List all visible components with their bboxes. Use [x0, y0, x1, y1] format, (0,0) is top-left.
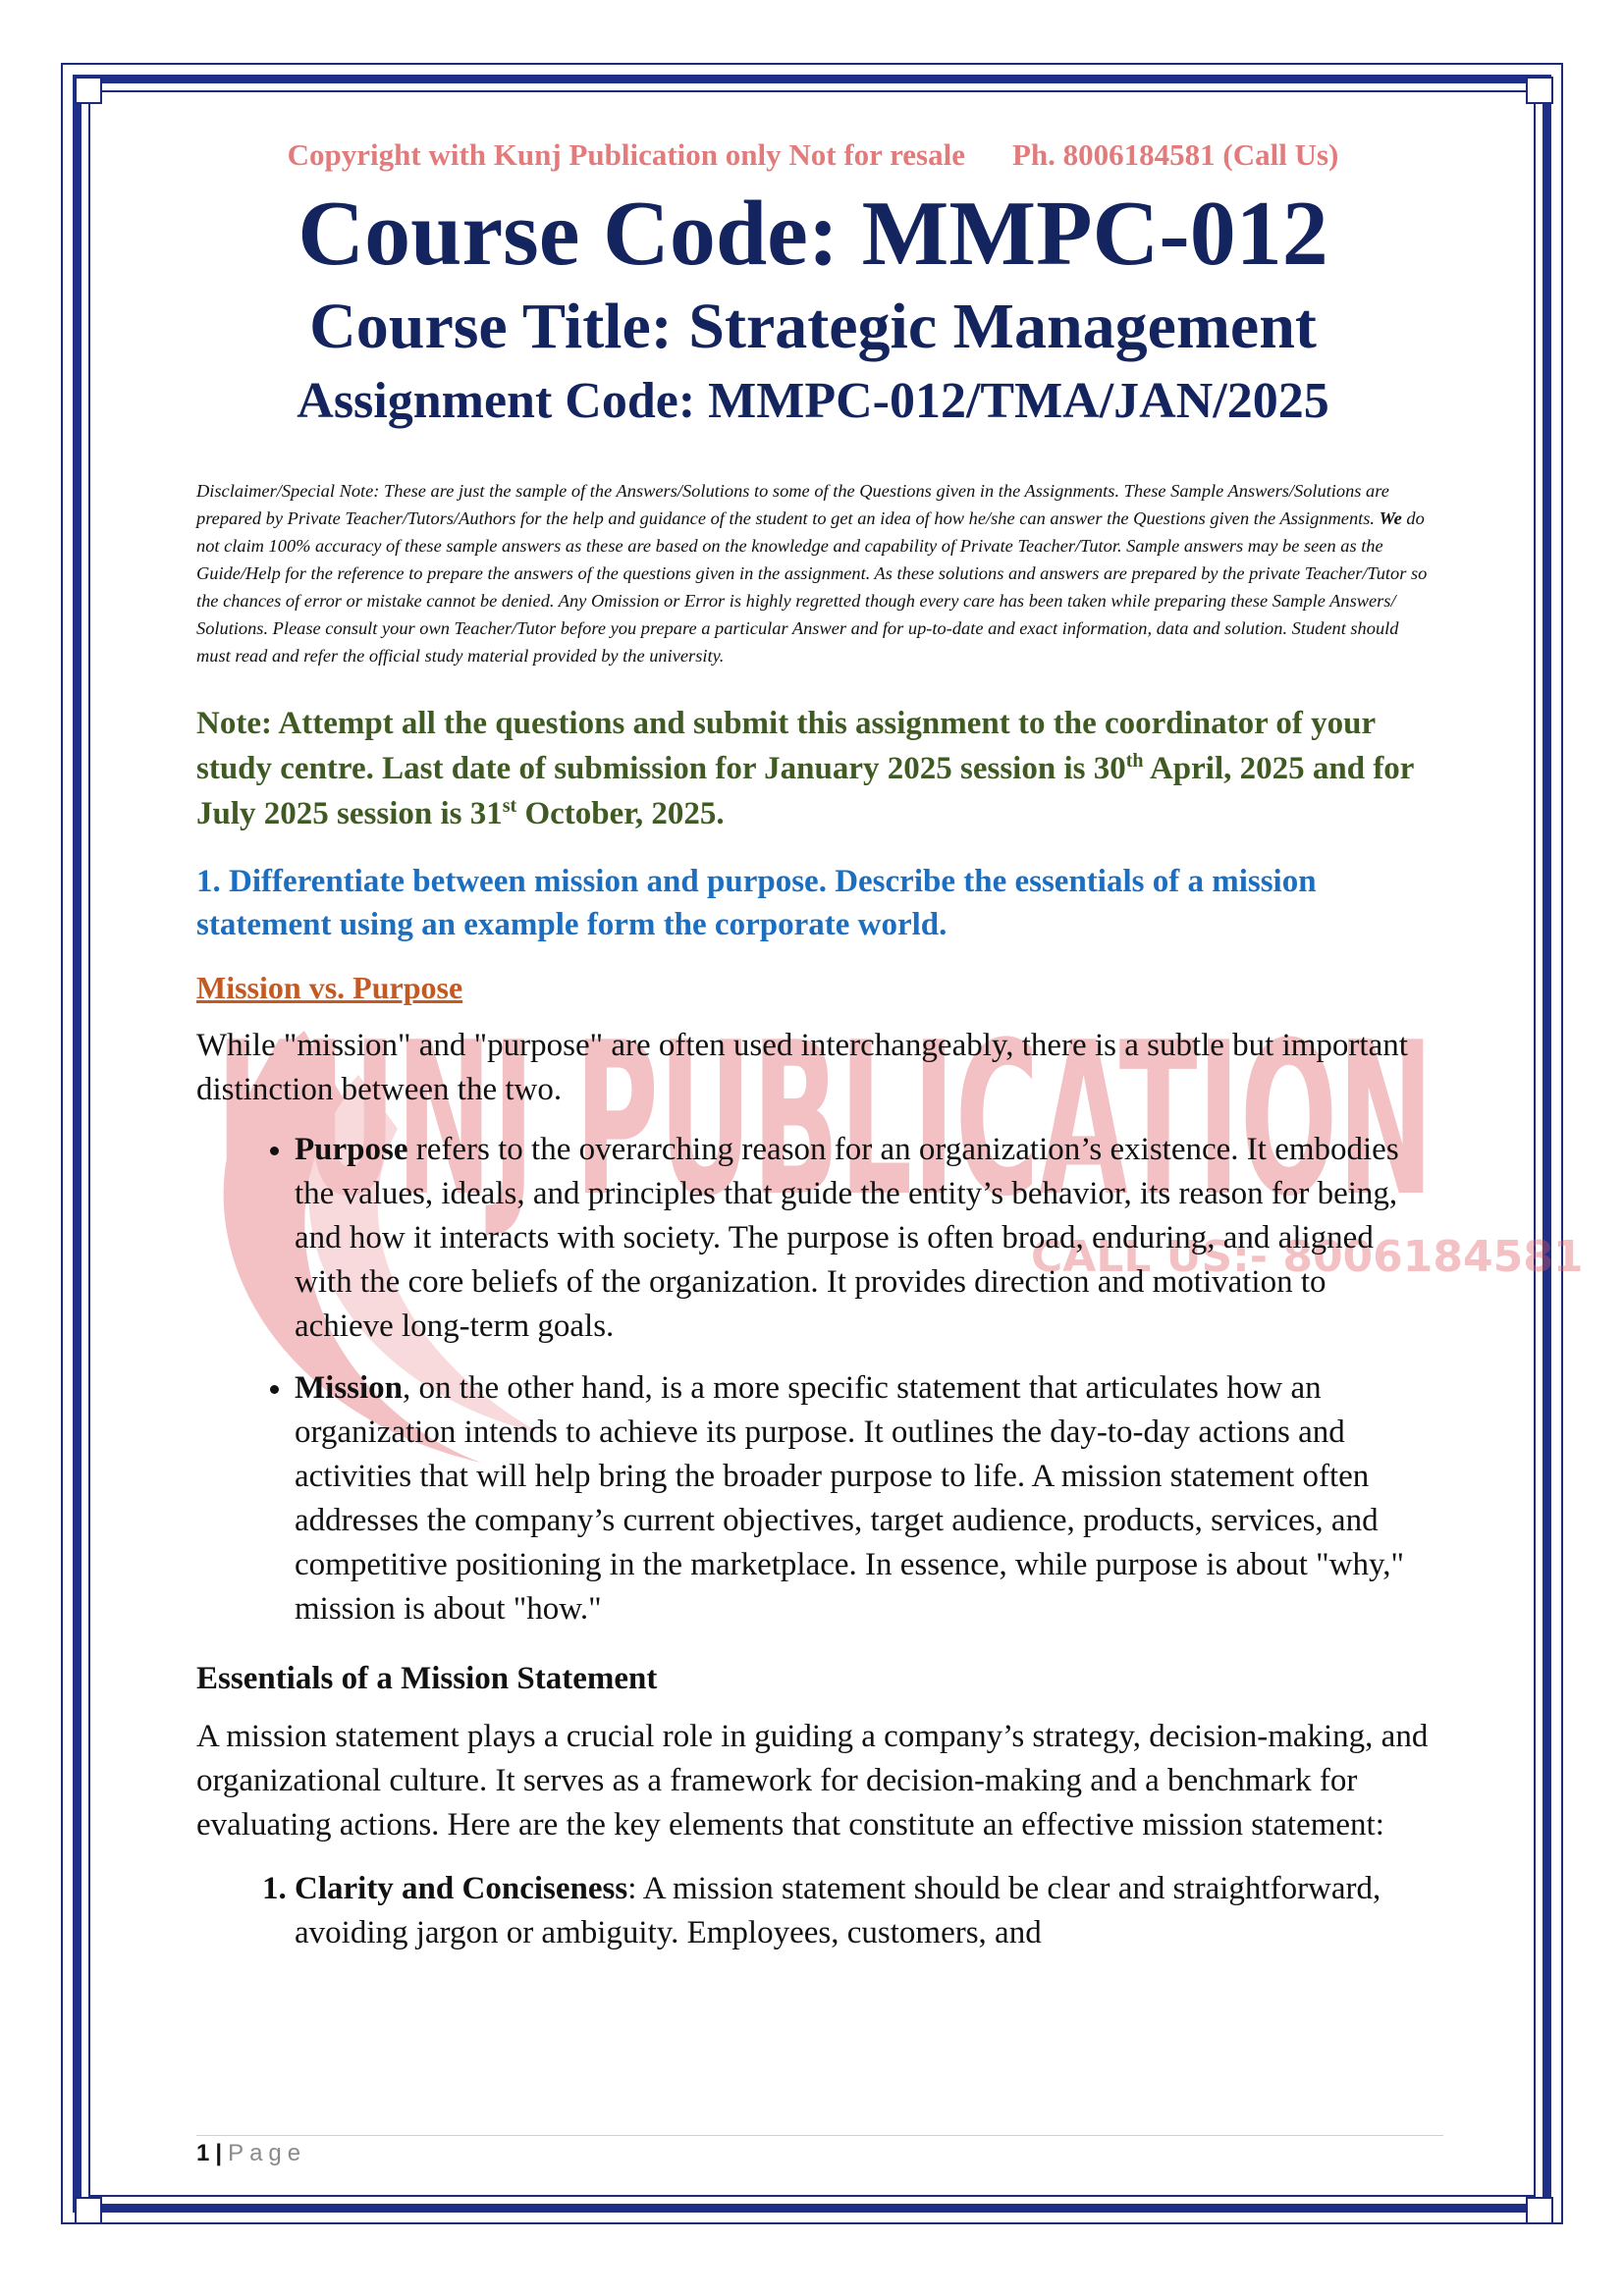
- note-text-3: October, 2025.: [516, 796, 725, 832]
- page-footer: [196, 2140, 306, 2167]
- disclaimer-text-start: Disclaimer/Special Note: These are just the sample of the Answers/Solutions to some of the Questions given in the Assignments. These Sample Answers/Solutions are prepared by Private Teacher/Tutors/Authors for the help and guidance of the student to get an idea of how he/she can answer the Questions given the Assignments.: [196, 481, 1389, 529]
- copyright-line: [196, 137, 1430, 173]
- term-clarity: Clarity and Conciseness: [295, 1871, 628, 1907]
- mission-vs-purpose-heading: Mission vs. Purpose: [196, 970, 463, 1006]
- mission-vs-purpose-intro: While "mission" and "purpose" are often used interchangeably, there is a subtle but important distinction between the two.: [196, 1028, 1408, 1108]
- course-code-heading: Course Code: MMPC-012: [298, 183, 1328, 285]
- list-item-mission: [295, 1366, 1430, 1631]
- definition-clarity: : A mission statement should be clear and straightforward, avoiding jargon or ambiguity. Employees, customers, and: [295, 1871, 1381, 1951]
- purpose-mission-list: [196, 1128, 1430, 1631]
- disclaimer-text-end: do not claim 100% accuracy of these sample answers as these are based on the knowledge and capability of Private Teacher/Tutor. Sample answers may be seen as the Guide/Help for the reference to prepare the answers of the questions given in the assignment. As these solutions and answers are prepared by the private Teacher/Tutor so the chances of error or mistake cannot be denied. Any Omission or Error is highly regretted though every care has been taken while preparing these Sample Answers/ Solutions. Please consult your own Teacher/Tutor before you prepare a particular Answer and for up-to-date and exact information, data and solution. Student should must read and refer the official study material provided by the university.: [196, 508, 1428, 667]
- footer-separator: |: [215, 2140, 223, 2166]
- copyright-text: Copyright with Kunj Publication only Not for resale: [287, 137, 965, 172]
- list-item-purpose: [295, 1128, 1430, 1349]
- note-text-1: Note: Attempt all the questions and submit this assignment to the coordinator of your study centre. Last date of submission for January 2025 session is 30: [196, 706, 1376, 787]
- essentials-list: [196, 1867, 1430, 1955]
- disclaimer-paragraph: [196, 477, 1430, 669]
- essentials-intro: A mission statement plays a crucial role in guiding a company’s strategy, decision-making, and organizational culture. It serves as a framework for decision-making and a benchmark for evaluating actions. Here are the key elements that constitute an effective mission statement:: [196, 1719, 1429, 1843]
- watermark-call-text: CALL US:- 8006184581: [1031, 1232, 1584, 1282]
- term-purpose: Purpose: [295, 1132, 408, 1168]
- submission-note: [196, 701, 1430, 836]
- page-label: Page: [228, 2140, 307, 2166]
- footer-divider: [196, 2135, 1443, 2136]
- question-1: 1. Differentiate between mission and purpose. Describe the essentials of a mission statement using an example form the corporate world.: [196, 864, 1317, 943]
- page-number: 1: [196, 2140, 210, 2166]
- term-mission: Mission: [295, 1370, 404, 1407]
- essentials-heading: Essentials of a Mission Statement: [196, 1661, 658, 1697]
- assignment-code-heading: Assignment Code: MMPC-012/TMA/JAN/2025: [297, 372, 1329, 429]
- course-title-heading: Course Title: Strategic Management: [309, 291, 1317, 363]
- corner-ornament-top-left: [75, 77, 102, 104]
- phone-text: Ph. 8006184581 (Call Us): [1011, 137, 1339, 172]
- corner-ornament-bottom-right: [1526, 2197, 1553, 2224]
- note-text-2: April, 2025 and for July 2025 session is 31: [196, 751, 1414, 832]
- document-body: [196, 128, 1430, 1955]
- note-sup-st: st: [502, 795, 517, 818]
- corner-ornament-bottom-left: [75, 2197, 102, 2224]
- corner-ornament-top-right: [1526, 77, 1553, 104]
- definition-purpose: refers to the overarching reason for an organization’s existence. It embodies the values, ideals, and principles that guide the entity’s behavior, its reason for being, and how it interacts with society. The purpose is often broad, enduring, and aligned with the core beliefs of the organization. It provides direction and motivation to achieve long-term goals.: [295, 1132, 1399, 1345]
- watermark-brand-text: KUNJ PUBLICATION: [216, 996, 1434, 1243]
- definition-mission: , on the other hand, is a more specific statement that articulates how an organization intends to achieve its purpose. It outlines the day-to-day actions and activities that will help bring the broader purpose to life. A mission statement often addresses the company’s current objectives, target audience, products, services, and competitive positioning in the marketplace. In essence, while purpose is about "why," mission is about "how.": [295, 1370, 1405, 1628]
- note-sup-th: th: [1125, 750, 1144, 773]
- essential-item-clarity: [295, 1867, 1430, 1955]
- disclaimer-we: We: [1379, 508, 1402, 529]
